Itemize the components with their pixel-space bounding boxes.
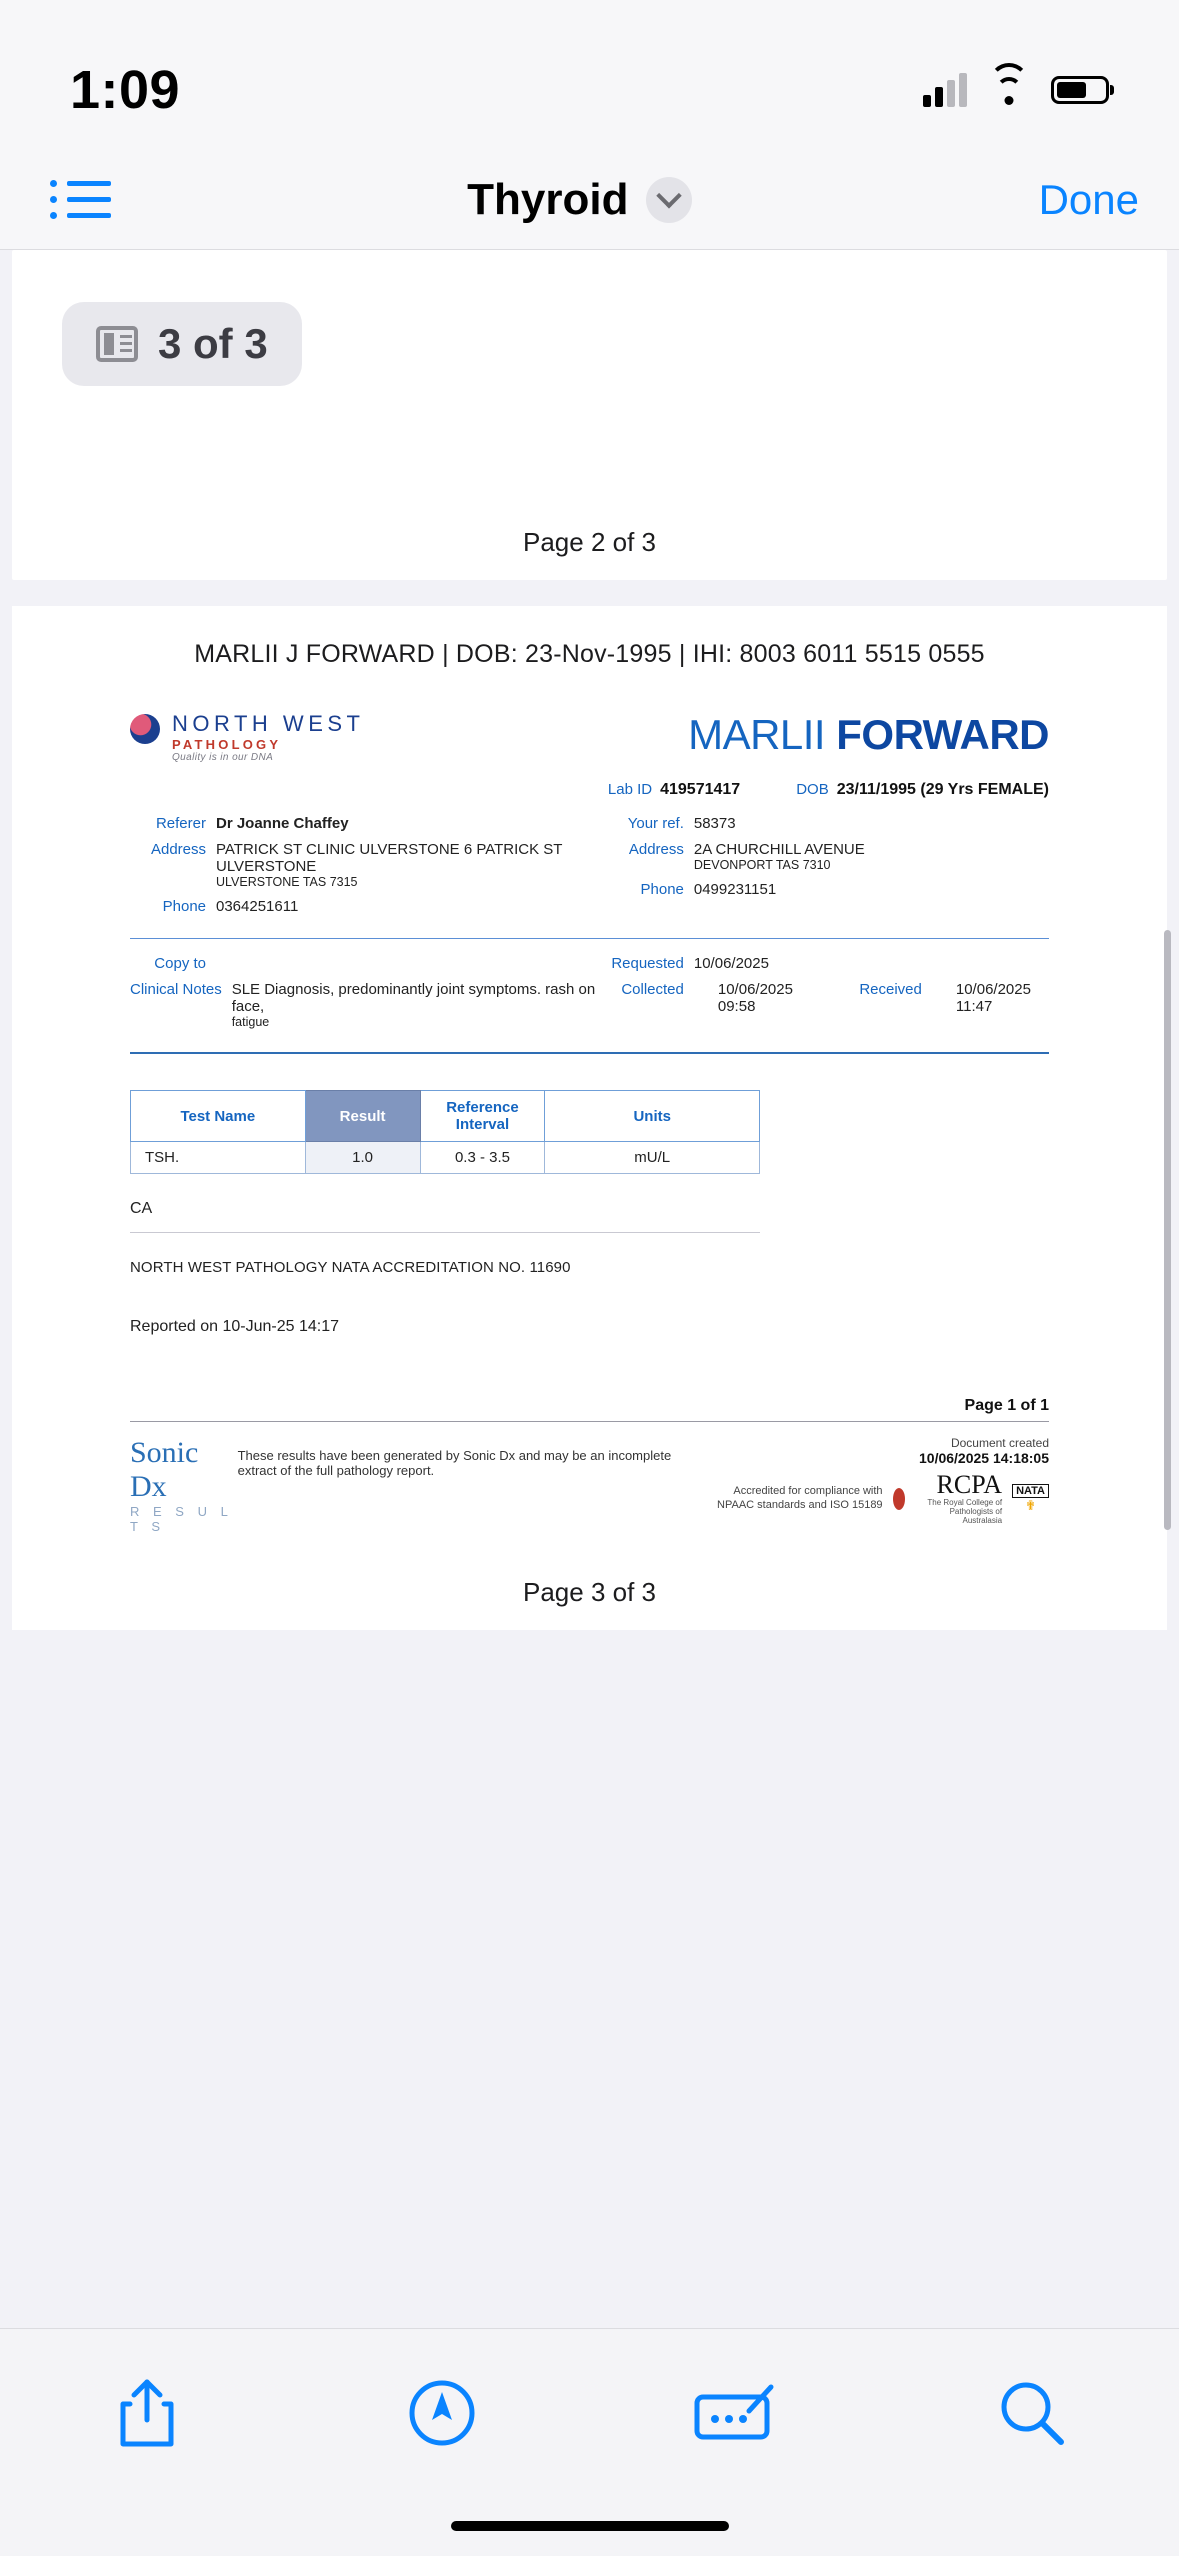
north-west-pathology-logo-icon — [130, 714, 160, 744]
patient-phone-label: Phone — [640, 881, 684, 898]
your-ref-value: 58373 — [693, 815, 736, 832]
status-indicators — [923, 73, 1109, 107]
sonic-dx-subtitle: R E S U L T S — [130, 1504, 233, 1534]
document-created-value: 10/06/2025 14:18:05 — [919, 1450, 1049, 1466]
requested-row — [608, 955, 1049, 972]
cell-test-name: TSH. — [131, 1142, 306, 1174]
patient-phone-row — [608, 881, 1049, 898]
collected-label: Collected — [621, 981, 684, 998]
patient-name — [688, 711, 1049, 759]
patient-address-value: 2A CHURCHILL AVENUE DEVONPORT TAS 7310 — [693, 841, 865, 872]
col-result: Result — [305, 1091, 420, 1142]
page-title: Thyroid — [467, 174, 629, 224]
clinical-notes-row — [130, 981, 608, 1029]
received-value: 10/06/2025 11:47 — [955, 981, 1031, 1015]
cellular-bars-icon — [923, 73, 967, 107]
request-details — [130, 955, 1049, 1038]
sonic-dx-title: Sonic Dx — [130, 1436, 199, 1503]
lab-logo — [130, 711, 364, 763]
cell-result: 1.0 — [305, 1142, 420, 1174]
clinical-notes-label: Clinical Notes — [130, 981, 222, 998]
home-indicator[interactable] — [451, 2521, 729, 2531]
referer-address-label: Address — [150, 841, 206, 858]
document-footer — [130, 1397, 1049, 1534]
lab-name-line1: NORTH WEST — [172, 711, 365, 736]
copy-to-row — [130, 955, 608, 972]
rcpa-logo-icon — [893, 1472, 1003, 1525]
page-3-label: Page 3 of 3 — [523, 1577, 656, 1607]
battery-icon — [1051, 76, 1109, 104]
page-3[interactable] — [12, 606, 1167, 1630]
cell-units: mU/L — [545, 1142, 760, 1174]
nata-label: NATA — [1012, 1484, 1049, 1498]
footer-divider — [130, 1421, 1049, 1422]
footer-right-block — [706, 1436, 1049, 1525]
patient-address-row — [608, 841, 1049, 872]
divider-3 — [130, 1232, 760, 1233]
requested-value: 10/06/2025 — [693, 955, 769, 972]
sonic-dx-logo — [130, 1436, 238, 1534]
referer-address-value: PATRICK ST CLINIC ULVERSTONE 6 PATRICK ST ULVERSTONE ULVERSTONE TAS 7315 — [216, 841, 608, 889]
referer-value: Dr Joanne Chaffey — [216, 815, 349, 832]
dob-label: DOB — [796, 781, 829, 798]
results-table — [130, 1090, 760, 1174]
document-body — [12, 669, 1167, 1336]
status-bar — [0, 0, 1179, 150]
patient-address-label: Address — [628, 841, 684, 858]
status-time: 1:09 — [70, 60, 181, 120]
share-upload-icon — [116, 2376, 178, 2450]
nata-swoosh-icon: ✟ — [1025, 1497, 1036, 1513]
col-reference-interval: Reference Interval — [420, 1091, 545, 1142]
results-header-row — [131, 1091, 760, 1142]
document-running-header: MARLII J FORWARD | DOB: 23-Nov-1995 | IHI: 8003 6011 5515 0555 — [194, 640, 985, 668]
markup-button[interactable] — [382, 2358, 502, 2468]
annotate-button[interactable] — [677, 2358, 797, 2468]
page-thumbnail-icon — [96, 326, 138, 362]
contact-details — [130, 815, 1049, 924]
search-button[interactable] — [972, 2358, 1092, 2468]
clinical-notes-line2: fatigue — [231, 1015, 270, 1029]
lab-id-value: 419571417 — [660, 781, 741, 798]
share-button[interactable] — [87, 2358, 207, 2468]
referer-address-line2: ULVERSTONE TAS 7315 — [216, 875, 358, 889]
bottom-toolbar — [0, 2328, 1179, 2496]
your-ref-label: Your ref. — [627, 815, 684, 832]
patient-address-line2: DEVONPORT TAS 7310 — [693, 858, 831, 872]
navigation-bar — [0, 150, 1179, 250]
patient-first-name: MARLII — [688, 711, 826, 758]
wifi-icon — [989, 75, 1029, 105]
your-ref-row — [608, 815, 1049, 832]
vertical-scrollbar[interactable] — [1164, 930, 1171, 1530]
referer-phone-row — [130, 898, 608, 915]
rcpa-seal-icon — [893, 1488, 905, 1510]
lab-id-label: Lab ID — [607, 781, 653, 798]
list-bullet-icon[interactable] — [40, 170, 121, 229]
signature-initials: CA — [130, 1200, 153, 1217]
table-row — [131, 1142, 760, 1174]
document-scroll-area[interactable] — [0, 250, 1179, 2328]
footer-page-number: Page 1 of 1 — [964, 1397, 1049, 1414]
document-created-label: Document created — [950, 1436, 1049, 1450]
home-indicator-area — [0, 2496, 1179, 2556]
referer-label: Referer — [155, 815, 206, 832]
rcpa-subtitle: The Royal College of Pathologists of Australasia — [927, 1498, 1003, 1525]
divider-2 — [130, 1052, 1049, 1054]
page-count-label: 3 of 3 — [158, 320, 268, 367]
clinical-notes-value: SLE Diagnosis, predominantly joint symptoms. rash on face, fatigue — [232, 981, 608, 1029]
rcpa-name: RCPA — [936, 1470, 1003, 1499]
page-2-partial[interactable] — [12, 250, 1167, 580]
markup-pen-circle-icon — [405, 2376, 479, 2450]
referer-address-row — [130, 841, 608, 889]
title-group — [467, 175, 692, 225]
collected-value: 10/06/2025 09:58 — [717, 981, 793, 1015]
done-button[interactable]: Done — [1038, 175, 1139, 223]
requested-label: Requested — [611, 955, 684, 972]
patient-last-name: FORWARD — [836, 711, 1049, 758]
received-label: Received — [859, 981, 922, 998]
copy-to-label: Copy to — [154, 955, 206, 972]
accredited-text: Accredited for compliance with NPAAC standards and ISO 15189 — [717, 1484, 883, 1511]
lab-name-line2: PATHOLOGY — [172, 737, 282, 752]
page-count-badge[interactable] — [62, 302, 302, 386]
dob-value: 23/11/1995 (29 Yrs FEMALE) — [836, 781, 1049, 798]
nata-logo-icon — [1012, 1484, 1049, 1514]
letterhead — [130, 711, 1049, 763]
collected-received-row — [608, 981, 1049, 1015]
referer-phone-value: 0364251611 — [216, 898, 299, 915]
chevron-down-icon[interactable] — [646, 177, 692, 223]
document-created-block — [706, 1436, 1049, 1466]
footer-disclaimer: These results have been generated by Sonic Dx and may be an incomplete extract of the full pathology report. — [237, 1448, 672, 1478]
search-magnifier-icon — [995, 2376, 1069, 2450]
accreditation-text: NORTH WEST PATHOLOGY NATA ACCREDITATION NO. 11690 — [130, 1259, 571, 1276]
col-units: Units — [545, 1091, 760, 1142]
referer-phone-label: Phone — [162, 898, 206, 915]
lab-tagline: Quality is in our DNA — [172, 752, 274, 763]
annotate-signature-icon — [691, 2381, 783, 2445]
page-2-label: Page 2 of 3 — [523, 527, 656, 557]
cell-reference: 0.3 - 3.5 — [420, 1142, 545, 1174]
patient-phone-value: 0499231151 — [693, 881, 777, 898]
reported-on-text: Reported on 10-Jun-25 14:17 — [130, 1318, 340, 1335]
identifier-row — [130, 781, 1049, 799]
referer-row — [130, 815, 608, 832]
divider-1 — [130, 938, 1049, 939]
col-test-name: Test Name — [131, 1091, 306, 1142]
